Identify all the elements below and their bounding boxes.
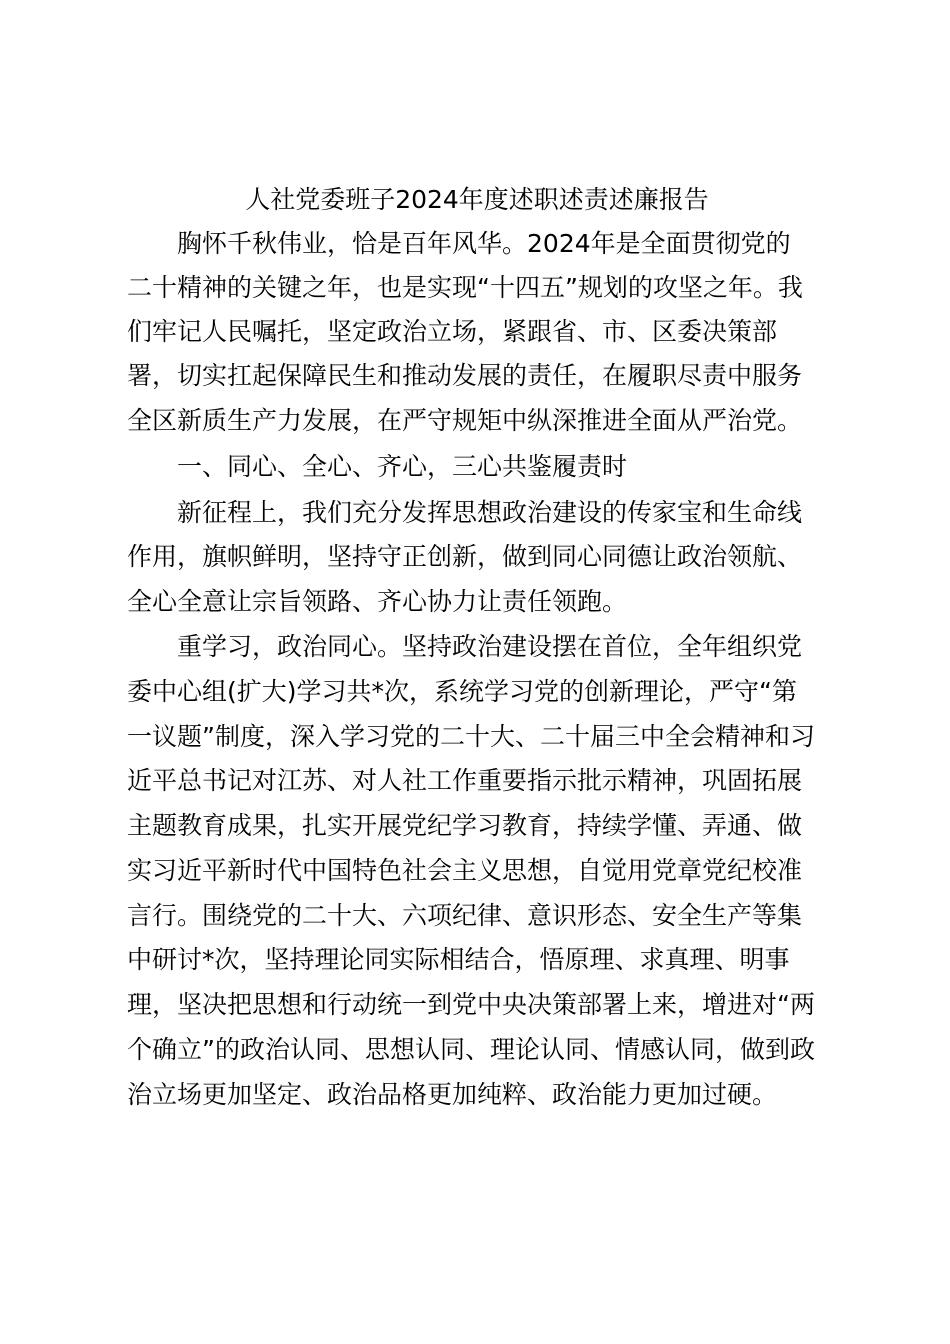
paragraph-3-line-9: 理，坚决把思想和行动统一到党中央决策部署上来，增进对“两	[127, 990, 815, 1019]
paragraph-3-line-7: 言行。围绕党的二十大、六项纪律、意识形态、安全生产等集	[127, 901, 803, 930]
paragraph-1-line-2: 二十精神的关键之年，也是实现“十四五”规划的攻坚之年。我	[127, 273, 803, 302]
paragraph-3-line-4: 近平总书记对江苏、对人社工作重要指示批示精神，巩固拓展	[127, 766, 803, 795]
paragraph-2-line-2: 作用，旗帜鲜明，坚持守正创新，做到同心同德让政治领航、	[127, 542, 803, 571]
paragraph-1-line-5: 全区新质生产力发展，在严守规矩中纵深推进全面从严治党。	[127, 406, 803, 435]
paragraph-3-line-2: 委中心组(扩大)学习共*次，系统学习党的创新理论，严守“第	[127, 677, 797, 706]
paragraph-3-line-5: 主题教育成果，扎实开展党纪学习教育，持续学懂、弄通、做	[127, 811, 803, 840]
paragraph-3-line-3: 一议题”制度，深入学习党的二十大、二十届三中全会精神和习	[127, 722, 815, 751]
paragraph-3-line-1: 重学习，政治同心。坚持政治建设摆在首位，全年组织党	[177, 632, 803, 661]
paragraph-3-line-8: 中研讨*次，坚持理论同实际相结合，悟原理、求真理、明事	[127, 945, 790, 974]
paragraph-2-line-3: 全心全意让宗旨领路、齐心协力让责任领跑。	[127, 587, 628, 616]
paragraph-3-line-11: 治立场更加坚定、政治品格更加纯粹、政治能力更加过硬。	[127, 1080, 778, 1109]
paragraph-1-line-4: 署，切实扛起保障民生和推动发展的责任，在履职尽责中服务	[127, 361, 803, 390]
paragraph-3-line-10: 个确立”的政治认同、思想认同、理论认同、情感认同，做到政	[127, 1035, 815, 1064]
document-title: 人社党委班子2024年度述职述责述廉报告	[245, 185, 709, 214]
paragraph-1-line-1: 胸怀千秋伟业，恰是百年风华。2024年是全面贯彻党的	[177, 229, 791, 258]
paragraph-2-line-1: 新征程上，我们充分发挥思想政治建设的传家宝和生命线	[177, 498, 803, 527]
section-heading-1: 一、同心、全心、齐心，三心共鉴履责时	[177, 452, 628, 481]
document-page	[127, 0, 827, 1344]
paragraph-3-line-6: 实习近平新时代中国特色社会主义思想，自觉用党章党纪校准	[127, 856, 803, 885]
paragraph-1-line-3: 们牢记人民嘱托，坚定政治立场，紧跟省、市、区委决策部	[127, 317, 778, 346]
